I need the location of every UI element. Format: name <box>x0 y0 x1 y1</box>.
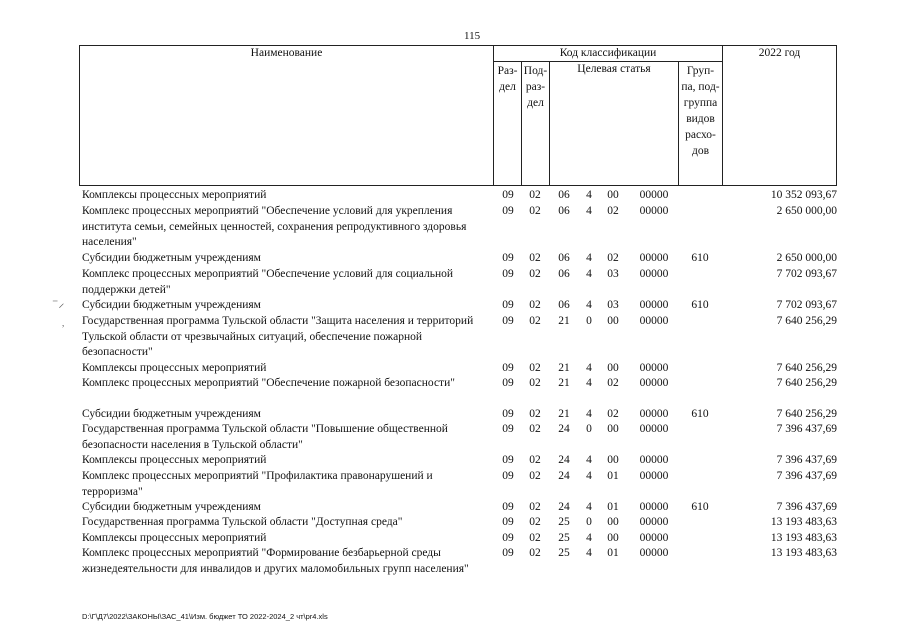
row-cs2: 4 <box>586 377 592 389</box>
row-name: Комплексы процессных мероприятий <box>82 362 267 374</box>
row-podrazdel: 02 <box>529 252 541 264</box>
row-cs4: 00000 <box>639 205 669 217</box>
row-podrazdel: 02 <box>529 205 541 217</box>
header-target-article: Целевая статья <box>577 63 651 75</box>
row-cs1: 24 <box>558 423 570 435</box>
row-podrazdel: 02 <box>529 516 541 528</box>
row-amount: 7 396 437,69 <box>776 470 837 482</box>
row-cs2: 4 <box>586 408 592 420</box>
row-cs3: 01 <box>607 501 619 513</box>
row-name: Комплексы процессных мероприятий <box>82 189 267 201</box>
row-cs2: 4 <box>586 532 592 544</box>
row-cs4: 00000 <box>639 268 669 280</box>
row-cs4: 00000 <box>639 516 669 528</box>
page-number: 115 <box>464 30 481 42</box>
row-name: Комплекс процессных мероприятий "Формирование безбарьерной среды жизнедеятельности для инвалидов и других маломобильных групп населения" <box>82 547 469 575</box>
row-cs2: 0 <box>586 423 592 435</box>
row-cs3: 03 <box>607 268 619 280</box>
row-cs4: 00000 <box>639 189 669 201</box>
header-subsection: Под- раз- дел <box>523 65 548 109</box>
row-podrazdel: 02 <box>529 423 541 435</box>
row-vr: 610 <box>691 252 709 264</box>
row-name: Субсидии бюджетным учреждениям <box>82 501 261 513</box>
row-cs4: 00000 <box>639 532 669 544</box>
row-razdel: 09 <box>502 252 514 264</box>
row-razdel: 09 <box>502 189 514 201</box>
row-name: Государственная программа Тульской области "Защита населения и территорий Тульской области от чрезвычайных ситуаций, обеспечение пожарной безопасности" <box>82 315 474 358</box>
row-cs1: 06 <box>558 268 570 280</box>
row-cs4: 00000 <box>639 547 669 559</box>
row-cs3: 02 <box>607 252 619 264</box>
row-cs3: 00 <box>607 362 619 374</box>
row-cs3: 00 <box>607 454 619 466</box>
row-cs4: 00000 <box>639 362 669 374</box>
row-podrazdel: 02 <box>529 501 541 513</box>
row-cs4: 00000 <box>639 299 669 311</box>
row-cs3: 02 <box>607 377 619 389</box>
row-cs4: 00000 <box>639 408 669 420</box>
row-amount: 7 640 256,29 <box>776 362 837 374</box>
row-podrazdel: 02 <box>529 268 541 280</box>
row-name: Комплекс процессных мероприятий "Обеспечение пожарной безопасности" <box>82 377 455 389</box>
row-name: Комплексы процессных мероприятий <box>82 532 267 544</box>
row-cs2: 4 <box>586 454 592 466</box>
row-cs1: 24 <box>558 501 570 513</box>
row-cs2: 0 <box>586 315 592 327</box>
scan-mark: ⁻⸝ <box>52 296 65 310</box>
row-razdel: 09 <box>502 501 514 513</box>
row-cs4: 00000 <box>639 470 669 482</box>
header-expense-group: Груп- па, под- группа видов расхо- дов <box>681 65 720 157</box>
row-name: Комплексы процессных мероприятий <box>82 454 267 466</box>
row-cs4: 00000 <box>639 501 669 513</box>
row-cs1: 25 <box>558 547 570 559</box>
row-razdel: 09 <box>502 299 514 311</box>
row-razdel: 09 <box>502 547 514 559</box>
row-cs3: 02 <box>607 205 619 217</box>
row-cs1: 21 <box>558 362 570 374</box>
row-cs3: 00 <box>607 532 619 544</box>
row-name: Субсидии бюджетным учреждениям <box>82 408 261 420</box>
row-cs2: 4 <box>586 547 592 559</box>
row-razdel: 09 <box>502 408 514 420</box>
row-cs2: 4 <box>586 362 592 374</box>
row-cs1: 06 <box>558 252 570 264</box>
row-podrazdel: 02 <box>529 299 541 311</box>
row-cs3: 01 <box>607 470 619 482</box>
row-cs4: 00000 <box>639 252 669 264</box>
row-razdel: 09 <box>502 532 514 544</box>
row-cs1: 21 <box>558 408 570 420</box>
row-cs4: 00000 <box>639 423 669 435</box>
row-cs1: 06 <box>558 205 570 217</box>
row-amount: 7 396 437,69 <box>776 501 837 513</box>
row-name: Комплекс процессных мероприятий "Обеспечение условий для укрепления института семьи, семейных ценностей, сохранения репродуктивного здоровья населения" <box>82 205 467 248</box>
row-cs3: 01 <box>607 547 619 559</box>
row-razdel: 09 <box>502 377 514 389</box>
row-podrazdel: 02 <box>529 408 541 420</box>
row-amount: 7 396 437,69 <box>776 454 837 466</box>
row-amount: 7 702 093,67 <box>776 268 837 280</box>
row-razdel: 09 <box>502 516 514 528</box>
row-name: Комплекс процессных мероприятий "Профилактика правонарушений и терроризма" <box>82 470 433 498</box>
row-cs3: 00 <box>607 516 619 528</box>
row-podrazdel: 02 <box>529 362 541 374</box>
row-podrazdel: 02 <box>529 315 541 327</box>
row-cs2: 4 <box>586 205 592 217</box>
scan-mark: , <box>62 318 65 328</box>
row-name: Государственная программа Тульской области "Доступная среда" <box>82 516 403 528</box>
row-podrazdel: 02 <box>529 377 541 389</box>
row-name: Государственная программа Тульской области "Повышение общественной безопасности населения в Тульской области" <box>82 423 448 451</box>
row-amount: 7 396 437,69 <box>776 423 837 435</box>
row-podrazdel: 02 <box>529 470 541 482</box>
row-cs3: 03 <box>607 299 619 311</box>
header-year: 2022 год <box>758 47 801 59</box>
row-amount: 2 650 000,00 <box>776 252 837 264</box>
row-podrazdel: 02 <box>529 532 541 544</box>
row-amount: 7 702 093,67 <box>776 299 837 311</box>
row-amount: 7 640 256,29 <box>776 315 837 327</box>
row-cs2: 4 <box>586 189 592 201</box>
row-cs2: 4 <box>586 299 592 311</box>
row-cs2: 4 <box>586 501 592 513</box>
row-podrazdel: 02 <box>529 547 541 559</box>
row-amount: 2 650 000,00 <box>776 205 837 217</box>
row-amount: 13 193 483,63 <box>770 547 837 559</box>
row-amount: 7 640 256,29 <box>776 377 837 389</box>
row-razdel: 09 <box>502 315 514 327</box>
row-cs3: 02 <box>607 408 619 420</box>
row-cs1: 21 <box>558 377 570 389</box>
header-name: Наименование <box>250 47 323 59</box>
row-cs1: 06 <box>558 299 570 311</box>
row-razdel: 09 <box>502 423 514 435</box>
row-cs2: 4 <box>586 268 592 280</box>
row-amount: 7 640 256,29 <box>776 408 837 420</box>
row-cs2: 4 <box>586 252 592 264</box>
header-classification-code: Код классификации <box>559 47 657 59</box>
row-vr: 610 <box>691 299 709 311</box>
row-name: Субсидии бюджетным учреждениям <box>82 299 261 311</box>
header-section: Раз- дел <box>497 65 518 93</box>
row-razdel: 09 <box>502 470 514 482</box>
row-razdel: 09 <box>502 205 514 217</box>
row-cs4: 00000 <box>639 377 669 389</box>
row-cs3: 00 <box>607 315 619 327</box>
row-cs3: 00 <box>607 189 619 201</box>
row-vr: 610 <box>691 408 709 420</box>
row-cs1: 24 <box>558 470 570 482</box>
row-cs1: 25 <box>558 532 570 544</box>
row-razdel: 09 <box>502 454 514 466</box>
row-vr: 610 <box>691 501 709 513</box>
file-path-footer: D:\Г\Д7\2022\ЗАКОНЫ\ЗАС_41\Изм. бюджет ТО 2022-2024_2 чт\pr4.xls <box>82 612 328 621</box>
row-cs1: 24 <box>558 454 570 466</box>
row-cs1: 06 <box>558 189 570 201</box>
row-cs4: 00000 <box>639 315 669 327</box>
row-cs3: 00 <box>607 423 619 435</box>
row-podrazdel: 02 <box>529 454 541 466</box>
row-cs2: 4 <box>586 470 592 482</box>
row-amount: 10 352 093,67 <box>770 189 837 201</box>
row-amount: 13 193 483,63 <box>770 516 837 528</box>
row-name: Субсидии бюджетным учреждениям <box>82 252 261 264</box>
row-podrazdel: 02 <box>529 189 541 201</box>
row-cs2: 0 <box>586 516 592 528</box>
row-cs1: 21 <box>558 315 570 327</box>
row-cs4: 00000 <box>639 454 669 466</box>
row-cs1: 25 <box>558 516 570 528</box>
row-razdel: 09 <box>502 362 514 374</box>
row-name: Комплекс процессных мероприятий "Обеспечение условий для социальной поддержки детей" <box>82 268 453 296</box>
row-amount: 13 193 483,63 <box>770 532 837 544</box>
row-razdel: 09 <box>502 268 514 280</box>
